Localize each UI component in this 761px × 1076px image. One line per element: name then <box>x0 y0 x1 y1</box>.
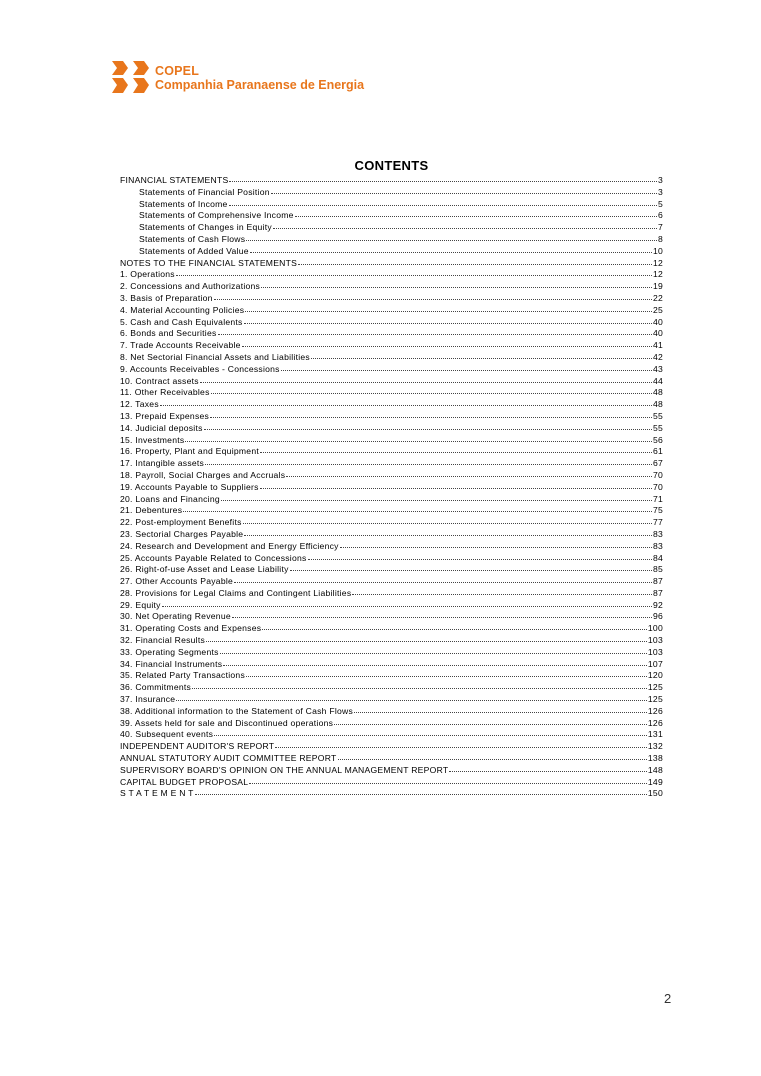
toc-entry-label: 10. Contract assets <box>120 375 199 386</box>
page-number: 2 <box>664 991 672 1006</box>
toc-entry-label: Statements of Comprehensive Income <box>139 210 294 221</box>
toc-entry-label: 26. Right-of-use Asset and Lease Liability <box>120 564 289 575</box>
toc-leader-dots <box>221 492 652 501</box>
toc-entry-page: 12 <box>652 269 663 280</box>
toc-entry-label: 12. Taxes <box>120 399 159 410</box>
toc-entry-label: 20. Loans and Financing <box>120 493 220 504</box>
toc-entry-label: 2. Concessions and Authorizations <box>120 281 261 292</box>
toc-entry-label: 14. Judicial deposits <box>120 422 203 433</box>
brand-text <box>155 64 364 93</box>
toc-entry-label: 8. Net Sectorial Financial Assets and Liabilities <box>120 351 310 362</box>
toc-entry-page: 85 <box>652 564 663 575</box>
toc-entry-page: 56 <box>652 434 663 445</box>
toc-entry-label: Statements of Added Value <box>139 245 249 256</box>
toc-entry-label: INDEPENDENT AUDITOR'S REPORT <box>120 741 275 752</box>
toc-entry-label: 17. Intangible assets <box>120 458 205 469</box>
toc-entry-label: 25. Accounts Payable Related to Concessions <box>120 552 307 563</box>
toc-entry-page: 19 <box>652 281 663 292</box>
toc-leader-dots <box>192 680 647 689</box>
toc-entry-label: 35. Related Party Transactions <box>120 670 246 681</box>
toc-entry-label: Statements of Cash Flows <box>139 233 246 244</box>
toc-entry-label: 31. Operating Costs and Expenses <box>120 623 262 634</box>
toc-entry-page: 67 <box>652 458 663 469</box>
toc-leader-dots <box>176 692 647 701</box>
toc-entry-page: 138 <box>647 753 663 764</box>
toc-entry-label: 37. Insurance <box>120 694 176 705</box>
toc-leader-dots <box>308 551 652 560</box>
toc-leader-dots <box>242 338 652 347</box>
toc-entry-label: 11. Other Receivables <box>120 387 210 398</box>
toc-entry-label: 36. Commitments <box>120 682 192 693</box>
toc-entry-page: 126 <box>647 705 663 716</box>
toc-leader-dots <box>229 197 657 206</box>
toc-leader-dots <box>176 267 652 276</box>
toc-leader-dots <box>214 727 647 736</box>
toc-entry-page: 96 <box>652 611 663 622</box>
toc-entry-page: 126 <box>647 717 663 728</box>
toc-leader-dots <box>249 775 647 784</box>
toc-entry-label: 16. Property, Plant and Equipment <box>120 446 259 457</box>
toc-entry-page: 3 <box>657 175 663 185</box>
toc-entry-page: 132 <box>647 741 663 752</box>
toc-leader-dots <box>160 397 652 406</box>
toc-entry-page: 55 <box>652 410 663 421</box>
toc-entry-page: 48 <box>652 399 663 410</box>
toc-entry-label: 24. Research and Development and Energy Efficiency <box>120 540 339 551</box>
toc-entry-page: 107 <box>647 658 663 669</box>
table-of-contents <box>120 174 663 799</box>
toc-entry-label: 33. Operating Segments <box>120 646 219 657</box>
toc-entry-page: 61 <box>652 446 663 457</box>
toc-entry[interactable] <box>120 787 663 799</box>
copel-logo-icon <box>111 60 151 94</box>
toc-leader-dots <box>200 374 652 383</box>
toc-leader-dots <box>352 586 652 595</box>
toc-entry-label: 29. Equity <box>120 599 161 610</box>
toc-entry-page: 77 <box>652 517 663 528</box>
toc-entry-page: 83 <box>652 528 663 539</box>
toc-entry-label: 30. Net Operating Revenue <box>120 611 231 622</box>
toc-entry-page: 12 <box>652 257 663 268</box>
toc-entry-label: 32. Financial Results <box>120 635 206 646</box>
toc-entry-page: 87 <box>652 587 663 598</box>
toc-leader-dots <box>281 362 652 371</box>
toc-leader-dots <box>223 657 647 666</box>
toc-entry-label: ANNUAL STATUTORY AUDIT COMMITTEE REPORT <box>120 753 337 764</box>
toc-leader-dots <box>260 480 652 489</box>
toc-entry-label: 21. Debentures <box>120 505 183 516</box>
toc-entry-page: 71 <box>652 493 663 504</box>
toc-entry-page: 149 <box>647 776 663 787</box>
toc-entry-page: 22 <box>652 292 663 303</box>
toc-entry-page: 41 <box>652 340 663 351</box>
toc-entry-label: Statements of Income <box>139 198 228 209</box>
page-title: CONTENTS <box>354 158 429 173</box>
toc-entry-page: 40 <box>652 328 663 339</box>
toc-leader-dots <box>218 326 652 335</box>
toc-leader-dots <box>214 291 652 300</box>
toc-leader-dots <box>338 751 647 760</box>
toc-leader-dots <box>260 444 652 453</box>
toc-leader-dots <box>449 763 647 772</box>
toc-leader-dots <box>245 303 652 312</box>
toc-entry-page: 6 <box>657 210 663 221</box>
toc-entry-label: 38. Additional information to the Statement of Cash Flows <box>120 705 354 716</box>
toc-leader-dots <box>262 621 647 630</box>
toc-entry-page: 150 <box>647 788 663 799</box>
toc-entry-label: 13. Prepaid Expenses <box>120 410 210 421</box>
toc-leader-dots <box>354 704 647 713</box>
toc-leader-dots <box>246 232 657 241</box>
toc-entry-label: 22. Post-employment Benefits <box>120 517 242 528</box>
toc-entry-page: 92 <box>652 599 663 610</box>
toc-entry-label: 9. Accounts Receivables - Concessions <box>120 363 280 374</box>
toc-entry-page: 8 <box>657 233 663 244</box>
toc-entry-label: 7. Trade Accounts Receivable <box>120 340 241 351</box>
toc-entry-label: NOTES TO THE FINANCIAL STATEMENTS <box>120 257 298 268</box>
toc-leader-dots <box>271 185 657 194</box>
toc-leader-dots <box>183 503 652 512</box>
toc-entry-label: 27. Other Accounts Payable <box>120 576 234 587</box>
toc-leader-dots <box>295 208 657 217</box>
toc-entry-label: 15. Investments <box>120 434 185 445</box>
toc-leader-dots <box>286 468 652 477</box>
toc-entry-page: 43 <box>652 363 663 374</box>
toc-entry-label: 1. Operations <box>120 269 175 280</box>
toc-entry-page: 44 <box>652 375 663 386</box>
toc-entry-label: 4. Material Accounting Policies <box>120 304 245 315</box>
toc-leader-dots <box>244 315 652 324</box>
toc-leader-dots <box>162 598 652 607</box>
toc-entry-label: FINANCIAL STATEMENTS <box>120 175 229 185</box>
toc-leader-dots <box>243 515 652 524</box>
toc-entry-page: 103 <box>647 646 663 657</box>
toc-leader-dots <box>195 786 647 795</box>
toc-leader-dots <box>340 539 652 548</box>
toc-entry-label: SUPERVISORY BOARD'S OPINION ON THE ANNUAL MANAGEMENT REPORT <box>120 764 449 775</box>
toc-entry-label: 19. Accounts Payable to Suppliers <box>120 481 259 492</box>
toc-entry-page: 10 <box>652 245 663 256</box>
toc-entry-page: 103 <box>647 635 663 646</box>
toc-entry-page: 75 <box>652 505 663 516</box>
toc-entry-page: 40 <box>652 316 663 327</box>
toc-leader-dots <box>246 668 647 677</box>
toc-leader-dots <box>206 633 647 642</box>
toc-entry-page: 87 <box>652 576 663 587</box>
toc-leader-dots <box>234 574 652 583</box>
toc-leader-dots <box>229 173 657 182</box>
toc-entry-label: Statements of Financial Position <box>139 186 270 197</box>
toc-entry-page: 120 <box>647 670 663 681</box>
toc-entry-page: 83 <box>652 540 663 551</box>
toc-entry-label: 18. Payroll, Social Charges and Accruals <box>120 469 286 480</box>
toc-entry-page: 125 <box>647 694 663 705</box>
toc-entry-page: 42 <box>652 351 663 362</box>
toc-leader-dots <box>298 256 652 265</box>
toc-leader-dots <box>185 433 652 442</box>
toc-entry-label: 23. Sectorial Charges Payable <box>120 528 244 539</box>
toc-leader-dots <box>311 350 652 359</box>
toc-entry-label: 40. Subsequent events <box>120 729 214 740</box>
toc-leader-dots <box>204 421 652 430</box>
toc-entry-page: 5 <box>657 198 663 209</box>
toc-entry-label: 6. Bonds and Securities <box>120 328 217 339</box>
toc-entry-label: Statements of Changes in Equity <box>139 222 272 233</box>
toc-entry-label: 34. Financial Instruments <box>120 658 223 669</box>
toc-leader-dots <box>334 716 647 725</box>
toc-leader-dots <box>211 385 652 394</box>
toc-leader-dots <box>290 562 652 571</box>
toc-entry-page: 100 <box>647 623 663 634</box>
toc-leader-dots <box>205 456 652 465</box>
toc-entry-page: 3 <box>657 186 663 197</box>
toc-entry-label: 39. Assets held for sale and Discontinued operations <box>120 717 334 728</box>
brand-full-name: Companhia Paranaense de Energia <box>155 78 365 92</box>
toc-entry-page: 131 <box>647 729 663 740</box>
toc-entry-label: S T A T E M E N T <box>120 788 194 799</box>
brand-name: COPEL <box>155 64 200 78</box>
toc-entry-page: 70 <box>652 469 663 480</box>
toc-leader-dots <box>250 244 652 253</box>
toc-leader-dots <box>210 409 652 418</box>
toc-entry-page: 148 <box>647 764 663 775</box>
toc-leader-dots <box>232 609 652 618</box>
toc-entry-page: 48 <box>652 387 663 398</box>
toc-entry-page: 84 <box>652 552 663 563</box>
toc-entry-page: 7 <box>657 222 663 233</box>
toc-entry-page: 55 <box>652 422 663 433</box>
toc-entry-page: 70 <box>652 481 663 492</box>
toc-entry-page: 125 <box>647 682 663 693</box>
toc-leader-dots <box>275 739 647 748</box>
toc-entry-label: CAPITAL BUDGET PROPOSAL <box>120 776 249 787</box>
toc-entry-page: 25 <box>652 304 663 315</box>
toc-entry-label: 3. Basis of Preparation <box>120 292 213 303</box>
toc-entry-label: 28. Provisions for Legal Claims and Contingent Liabilities <box>120 587 352 598</box>
toc-leader-dots <box>261 279 652 288</box>
toc-entry-label: 5. Cash and Cash Equivalents <box>120 316 243 327</box>
toc-leader-dots <box>220 645 647 654</box>
toc-leader-dots <box>273 220 657 229</box>
toc-leader-dots <box>244 527 652 536</box>
